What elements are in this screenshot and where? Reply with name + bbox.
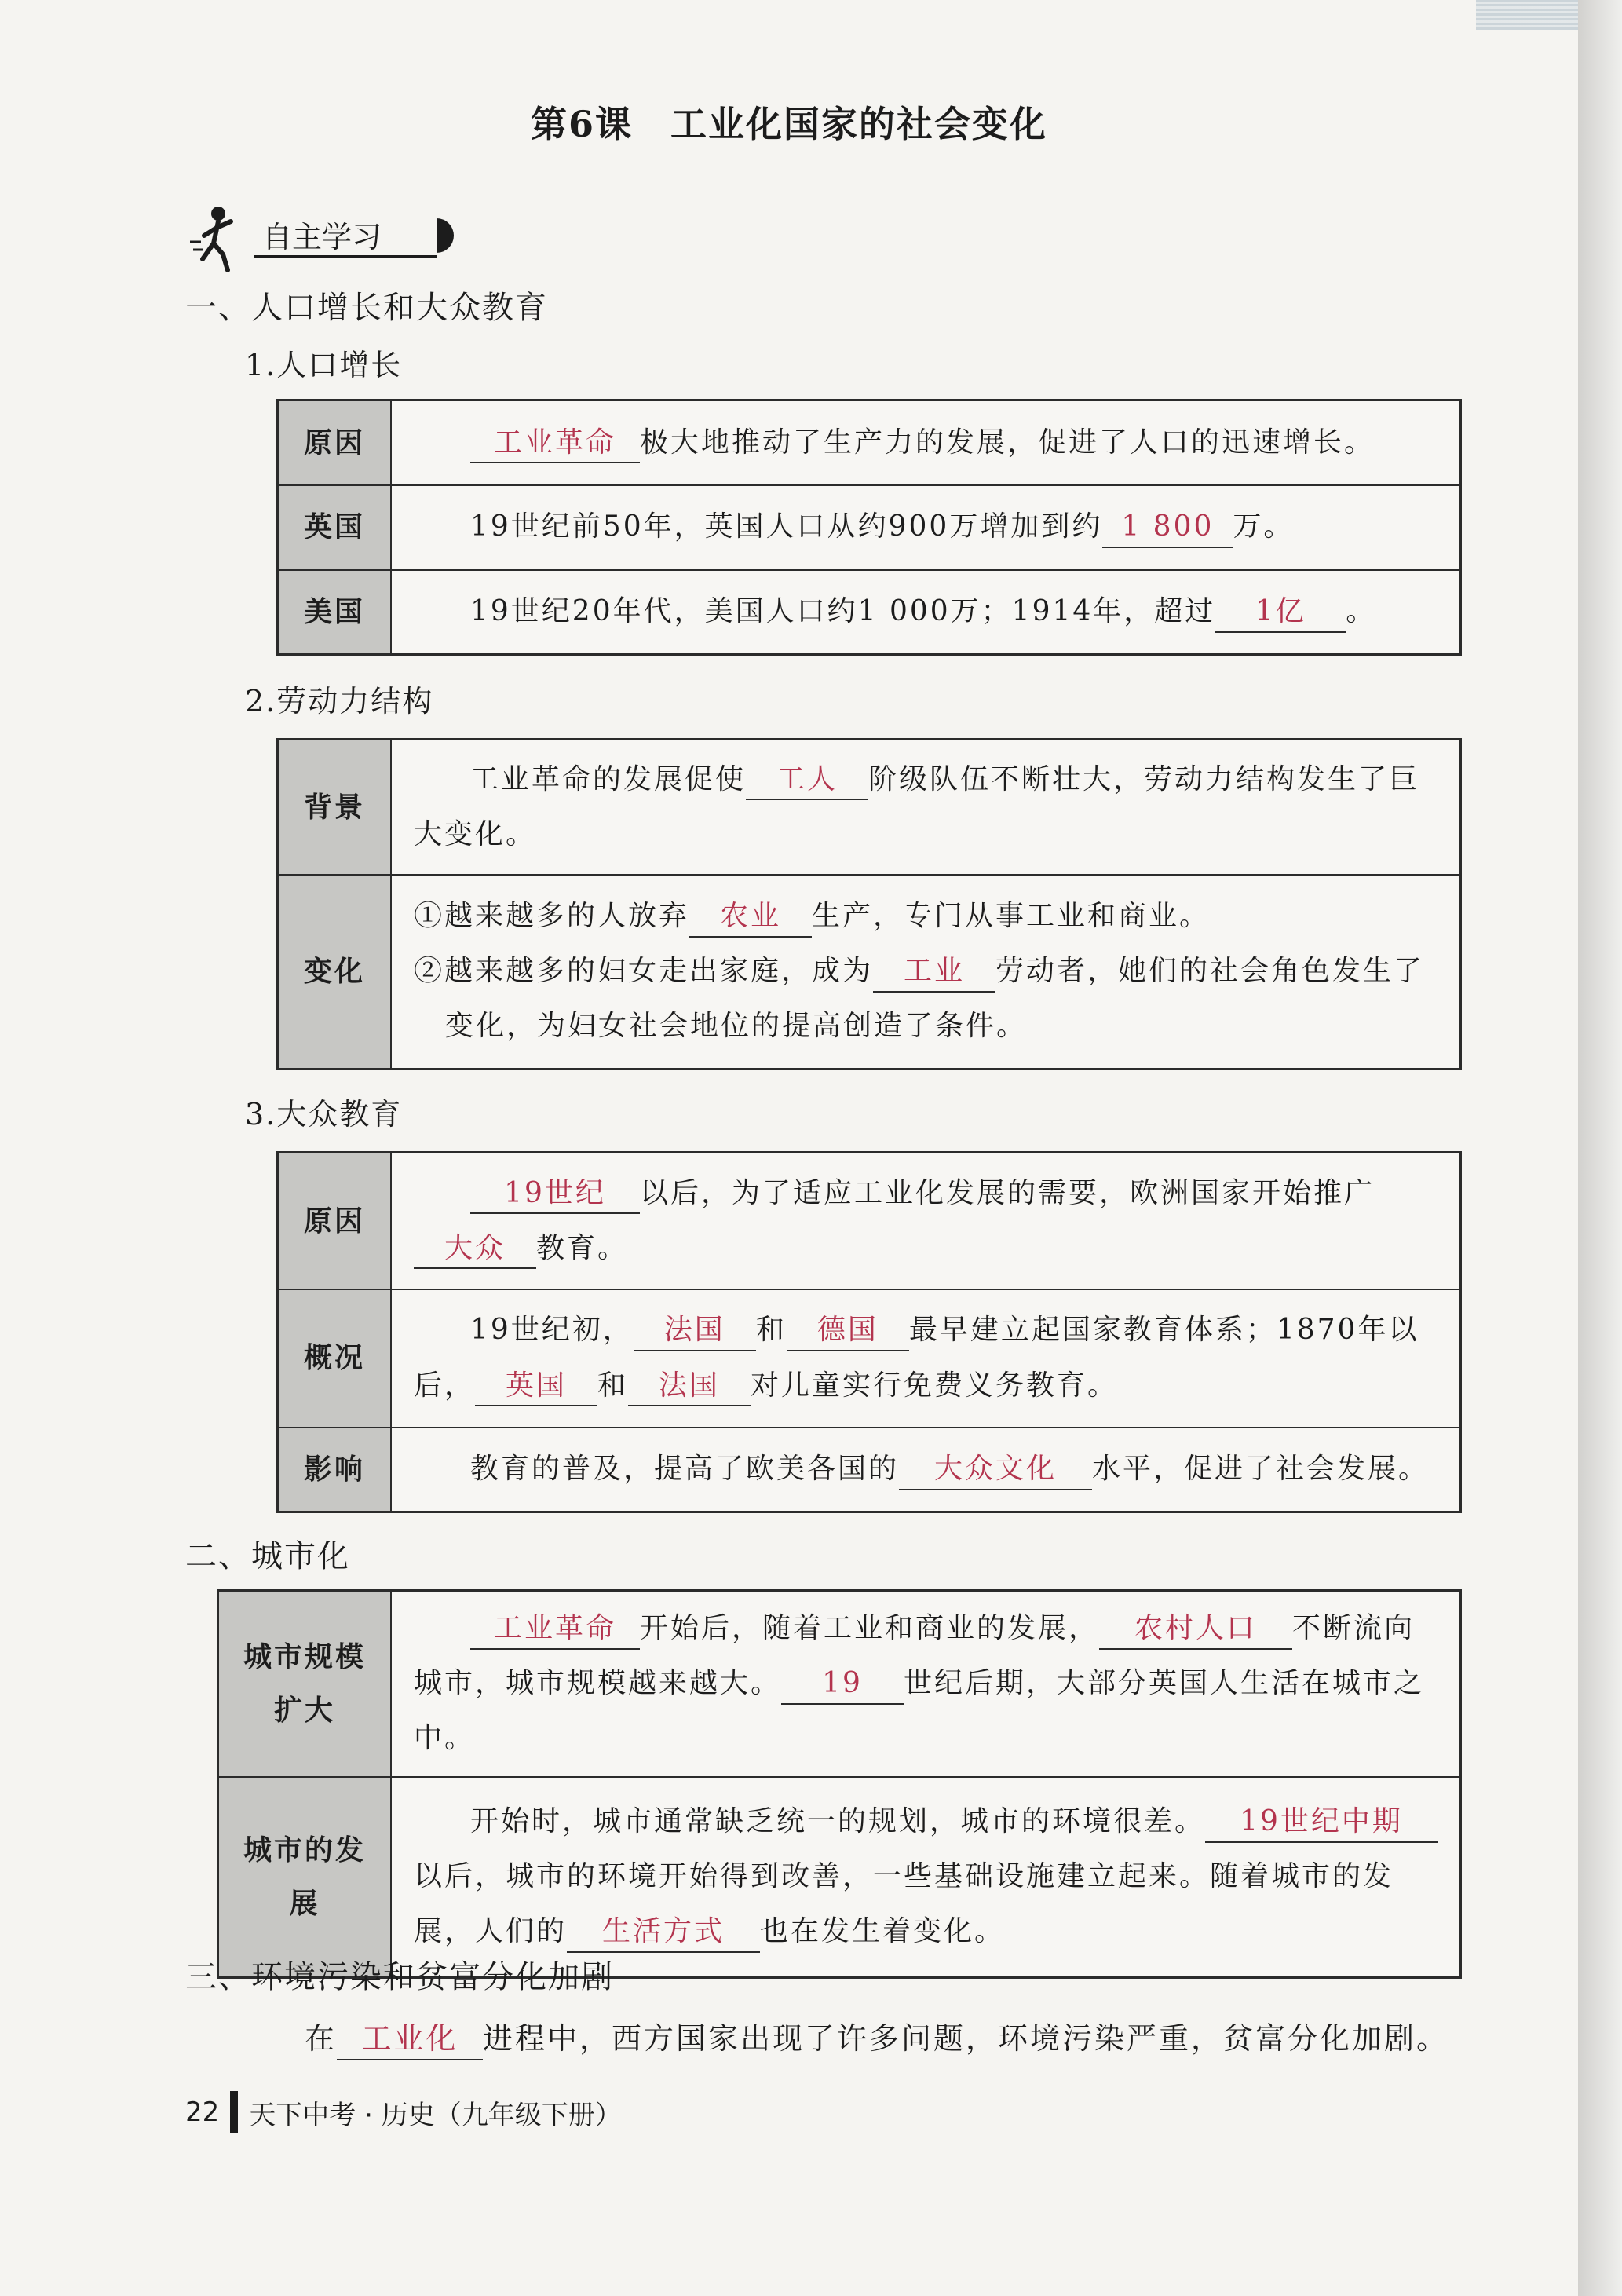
table-row (278, 485, 1461, 570)
change-item-2: ②越来越多的妇女走出家庭，成为 工业 劳动者，她们的社会角色发生了 (414, 944, 1442, 999)
answer-blank: 19 (781, 1665, 904, 1705)
row-content: 工业革命 开始后，随着工业和商业的发展， 农村人口 不断流向城市，城市规模越来越大。 19 世纪后期，大部分英国人生活在城市之中。 (391, 1591, 1461, 1777)
answer-blank: 19世纪 (470, 1175, 640, 1215)
row-label: 概况 (278, 1289, 392, 1428)
answer-blank: 大众文化 (899, 1450, 1092, 1490)
population-table (276, 399, 1462, 656)
footer-bar (230, 2091, 238, 2133)
answer-blank: 大众 (414, 1230, 536, 1270)
row-content: 19世纪初， 法国 和 德国 最早建立起国家教育体系；1870年以后， 英国 和 法国 对儿童实行免费义务教育。 (391, 1289, 1461, 1428)
page-edge (1578, 0, 1622, 2296)
answer-blank: 生活方式 (567, 1913, 760, 1953)
table-row (278, 400, 1461, 485)
table-row (218, 1777, 1461, 1978)
education-table (276, 1151, 1462, 1513)
table-row (278, 1153, 1461, 1289)
row-text: 19世纪20年代，美国人口约1 000万；1914年，超过 (470, 595, 1216, 628)
row-label: 背景 (278, 740, 392, 875)
labor-subheading: 2.劳动力结构 (245, 684, 434, 718)
answer-blank: 工人 (746, 761, 868, 801)
badge-cap (437, 218, 454, 253)
section3-paragraph: 在 工业化 进程中，西方国家出现了许多问题，环境污染严重，贫富分化加剧。 (305, 2014, 1448, 2060)
row-content (391, 1153, 1461, 1289)
row-label: 英国 (278, 485, 392, 570)
answer-blank: 农村人口 (1099, 1610, 1292, 1650)
row-label: 城市的发展 (218, 1777, 392, 1978)
row-text: 极大地推动了生产力的发展，促进了人口的迅速增长。 (640, 426, 1375, 459)
row-content (391, 485, 1461, 570)
book-title: 天下中考 · 历史（九年级下册） (249, 2099, 622, 2131)
row-text: 以后，为了适应工业化发展的需要，欧洲国家开始推广 (640, 1176, 1375, 1209)
population-subheading: 1.人口增长 (245, 348, 403, 382)
answer-blank: 19世纪中期 (1205, 1803, 1438, 1843)
answer-blank: 工业革命 (470, 424, 640, 464)
row-label: 变化 (278, 875, 392, 1069)
row-text: 万。 (1233, 510, 1295, 543)
row-content (391, 400, 1461, 485)
section1-heading: 一、人口增长和大众教育 (185, 290, 548, 326)
lesson-title: 第6课 工业化国家的社会变化 (530, 103, 1047, 145)
row-content: 开始时，城市通常缺乏统一的规划，城市的环境很差。 19世纪中期以后，城市的环境开始得到改善，一些基础设施建立起来。随着城市的发展，人们的 生活方式 也在发生着变化。 (391, 1777, 1461, 1978)
table-row (278, 1428, 1461, 1512)
row-content (391, 875, 1461, 1069)
education-subheading: 3.大众教育 (245, 1097, 403, 1132)
table-row (278, 875, 1461, 1069)
answer-blank: 德国 (787, 1311, 909, 1351)
answer-blank: 1 800 (1102, 508, 1233, 548)
row-content (391, 570, 1461, 655)
self-study-label: 自主学习 (254, 217, 437, 258)
urbanization-table (217, 1589, 1462, 1979)
answer-blank: 工业 (873, 952, 995, 993)
binding-mark (1476, 0, 1578, 30)
table-row (278, 1289, 1461, 1428)
answer-blank: 1亿 (1215, 593, 1346, 633)
runner-icon (187, 203, 250, 273)
answer-blank: 英国 (475, 1367, 597, 1407)
row-content: 教育的普及，提高了欧美各国的 大众文化 水平，促进了社会发展。 (391, 1428, 1461, 1512)
row-label: 美国 (278, 570, 392, 655)
row-text: 阶级队伍不断壮大，劳动力结构发生了巨大变化。 (414, 762, 1420, 850)
table-row (218, 1591, 1461, 1777)
section2-heading: 二、城市化 (185, 1538, 350, 1574)
row-text: 教育。 (536, 1231, 629, 1264)
answer-blank: 法国 (628, 1367, 751, 1407)
page-number: 22 (185, 2097, 220, 2128)
row-label: 城市规模扩大 (218, 1591, 392, 1777)
answer-blank: 农业 (689, 898, 812, 938)
row-label: 影响 (278, 1428, 392, 1512)
change-item-1: ①越来越多的人放弃 农业 生产，专门从事工业和商业。 (414, 889, 1442, 944)
row-text: 。 (1346, 595, 1377, 628)
row-text: 19世纪前50年，英国人口从约900万增加到约 (470, 510, 1103, 543)
labor-table (276, 738, 1462, 1070)
row-content (391, 740, 1461, 875)
answer-blank: 法国 (634, 1311, 756, 1351)
answer-blank: 工业革命 (470, 1610, 640, 1650)
table-row (278, 570, 1461, 655)
row-label: 原因 (278, 400, 392, 485)
section3-heading: 三、环境污染和贫富分化加剧 (185, 1959, 614, 1995)
change-item-2-cont: 变化，为妇女社会地位的提高创造了条件。 (445, 1010, 1028, 1043)
page-footer (185, 2089, 622, 2136)
row-label: 原因 (278, 1153, 392, 1289)
answer-blank: 工业化 (337, 2019, 483, 2060)
table-row (278, 740, 1461, 875)
row-text: 工业革命的发展促使 (470, 762, 747, 795)
self-study-badge (187, 203, 469, 273)
